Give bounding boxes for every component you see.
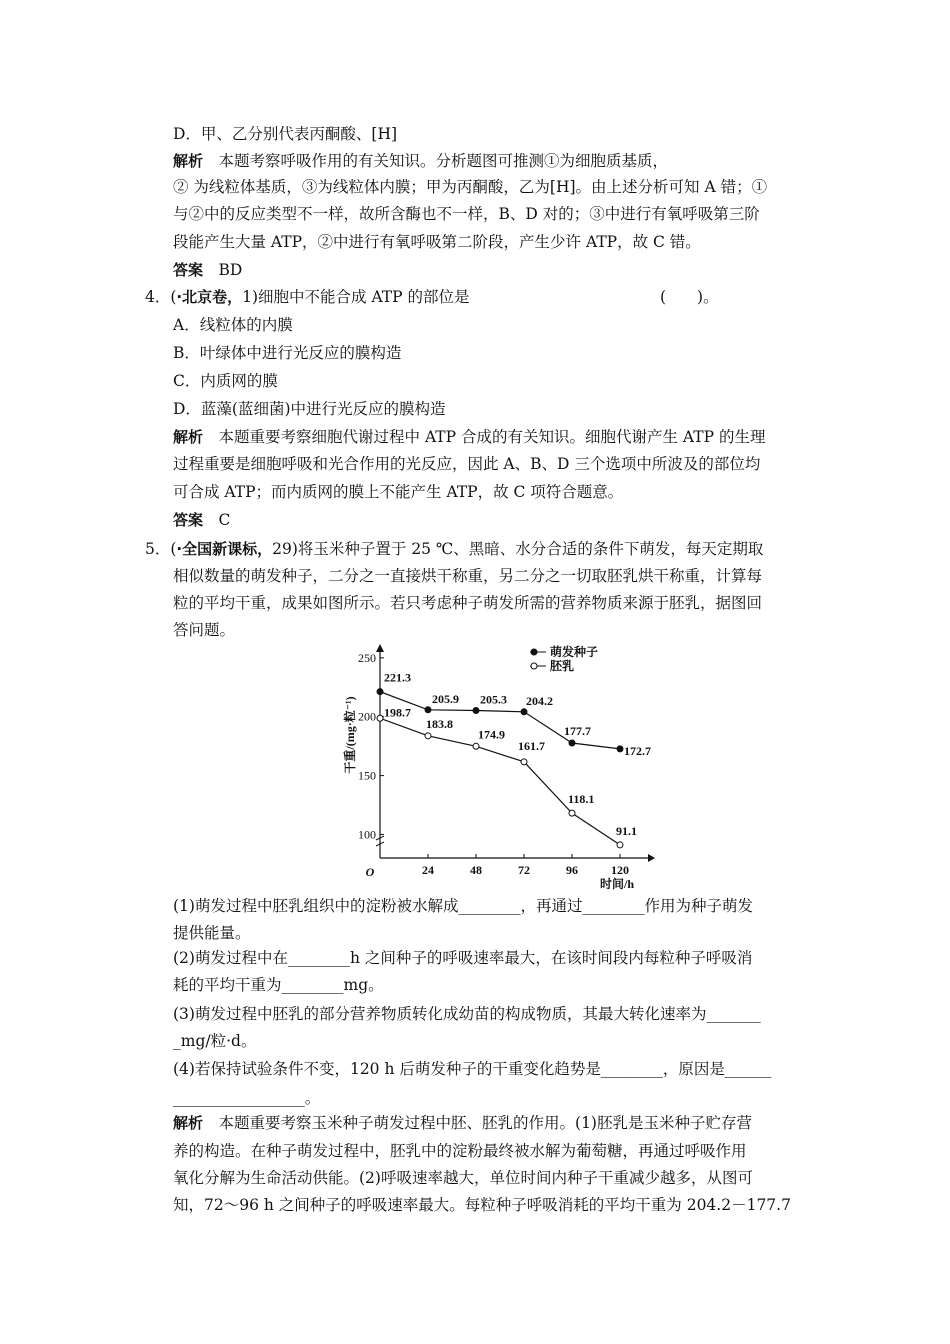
text-line	[145, 287, 470, 307]
question-number: 5．(	[145, 540, 177, 558]
line-text: 过程重要是细胞呼吸和光合作用的光反应，因此 A、B、D 三个选项中所波及的部位均	[173, 455, 761, 473]
text-line	[173, 510, 230, 530]
question-source: ·北京卷，	[176, 288, 243, 306]
line-text: (2)萌发过程中在________h 之间种子的呼吸速率最大，在该时间段内每粒种子呼吸消	[173, 949, 753, 967]
text-line	[173, 975, 384, 995]
line-text: BD	[203, 261, 243, 279]
text-line	[173, 482, 623, 502]
line-text: D．甲、乙分别代表丙酮酸、[H]	[173, 125, 398, 143]
line-text: 本题考察呼吸作用的有关知识。分析题图可推测①为细胞质基质，	[203, 152, 669, 170]
line-text: _________________。	[173, 1089, 321, 1107]
section-label: 答案	[173, 511, 204, 529]
text-line	[173, 593, 762, 613]
line-text: 29)将玉米种子置于 25 ℃、黑暗、水分合适的条件下萌发，每天定期取	[272, 540, 764, 558]
line-text: C	[203, 511, 231, 529]
dry-weight-chart	[340, 640, 660, 890]
y-tick-label: 150	[358, 768, 376, 783]
data-label: 172.7	[624, 743, 651, 758]
x-axis-arrow	[648, 854, 655, 862]
line-text: 提供能量。	[173, 924, 251, 942]
text-line	[173, 948, 752, 968]
data-label: 204.2	[526, 693, 553, 708]
line-text: 耗的平均干重为________mg。	[173, 976, 384, 994]
text-line	[660, 287, 719, 307]
text-line	[173, 151, 668, 171]
text-line	[173, 454, 760, 474]
legend-label: 萌发种子	[550, 645, 599, 659]
data-label: 221.3	[384, 670, 411, 685]
line-text: 答问题。	[173, 621, 236, 639]
line-text: 可合成 ATP；而内质网的膜上不能产生 ATP，故 C 项符合题意。	[173, 483, 624, 501]
x-tick-label: 72	[518, 863, 530, 877]
text-line	[173, 1141, 747, 1161]
text-line	[145, 539, 763, 559]
data-label: 161.7	[518, 738, 545, 753]
data-point	[377, 689, 383, 695]
line-text: B．叶绿体中进行光反应的膜构造	[173, 344, 402, 362]
legend-label: 胚乳	[550, 659, 575, 673]
data-point	[569, 810, 575, 816]
x-tick-label: 120	[611, 863, 629, 877]
text-line	[173, 315, 293, 335]
y-tick-label: 200	[358, 709, 376, 724]
data-label: 198.7	[384, 705, 411, 720]
data-label: 205.3	[480, 692, 507, 707]
text-line	[173, 371, 278, 391]
data-point	[377, 715, 383, 721]
text-line	[173, 177, 767, 197]
line-text: 段能产生大量 ATP，②中进行有氧呼吸第二阶段，产生少许 ATP，故 C 错。	[173, 233, 701, 251]
text-line	[173, 232, 701, 252]
data-label: 205.9	[432, 691, 459, 706]
line-text: (4)若保持试验条件不变，120 h 后萌发种子的干重变化趋势是________，原因是______	[173, 1060, 772, 1078]
y-tick-label: 250	[358, 650, 376, 665]
legend-marker	[531, 649, 537, 655]
y-tick-label: 100	[358, 827, 376, 842]
text-line	[173, 1113, 752, 1133]
data-point	[617, 842, 623, 848]
line-text: 本题重要考察玉米种子萌发过程中胚、胚乳的作用。(1)胚乳是玉米种子贮存营	[203, 1114, 752, 1132]
section-label: 解析	[173, 152, 204, 170]
section-label: 解析	[173, 1114, 204, 1132]
data-label: 91.1	[616, 823, 637, 838]
data-point	[521, 759, 527, 765]
line-text: (3)萌发过程中胚乳的部分营养物质转化成幼苗的构成物质，其最大转化速率为_______	[173, 1005, 761, 1023]
question-number: 4．(	[145, 288, 177, 306]
data-label: 174.9	[478, 727, 505, 742]
y-axis-label: 干重/(mg·粒⁻¹)	[343, 696, 357, 774]
line-text: 氧化分解为生命活动供能。(2)呼吸速率越大，单位时间内种子干重减少越多，从图可	[173, 1169, 753, 1187]
data-point	[425, 733, 431, 739]
line-text: 1)细胞中不能合成 ATP 的部位是	[242, 288, 470, 306]
y-axis-arrow	[376, 644, 384, 652]
x-tick-label: 96	[566, 863, 578, 877]
text-line	[173, 260, 242, 280]
text-line	[173, 620, 235, 640]
text-line	[173, 427, 765, 447]
line-text: ② 为线粒体基质，③为线粒体内膜；甲为丙酮酸，乙为[H]。由上述分析可知 A 错；①	[173, 178, 768, 196]
data-label: 177.7	[564, 723, 591, 738]
question-source: ·全国新课标，	[176, 540, 273, 558]
line-text: D．蓝藻(蓝细菌)中进行光反应的膜构造	[173, 400, 446, 418]
line-text: 知，72～96 h 之间种子的呼吸速率最大。每粒种子呼吸消耗的平均干重为 204.2－177.7	[173, 1196, 791, 1214]
section-label: 解析	[173, 428, 204, 446]
line-text: 与②中的反应类型不一样，故所含酶也不一样，B、D 对的；③中进行有氧呼吸第三阶	[173, 205, 760, 223]
line-text: 粒的平均干重，成果如图所示。若只考虑种子萌发所需的营养物质来源于胚乳，据图回	[173, 594, 763, 612]
x-axis-label: 时间/h	[600, 877, 635, 890]
line-text: A．线粒体的内膜	[173, 316, 293, 334]
data-point	[425, 707, 431, 713]
data-point	[617, 746, 623, 752]
text-line	[173, 923, 251, 943]
text-line	[173, 1088, 320, 1108]
x-tick-label: 24	[422, 863, 434, 877]
line-text: 养的构造。在种子萌发过程中，胚乳中的淀粉最终被水解为葡萄糖，再通过呼吸作用	[173, 1142, 747, 1160]
data-label: 183.8	[426, 716, 453, 731]
text-line	[173, 399, 446, 419]
text-line	[173, 896, 753, 916]
data-label: 118.1	[568, 792, 595, 807]
text-line	[173, 204, 760, 224]
line-text: ( )。	[660, 288, 719, 306]
section-label: 答案	[173, 261, 204, 279]
data-point	[569, 740, 575, 746]
x-tick-label: 48	[470, 863, 482, 877]
text-line	[173, 1031, 256, 1051]
data-point	[473, 708, 479, 714]
line-text: 相似数量的萌发种子，二分之一直接烘干称重，另二分之一切取胚乳烘干称重，计算每	[173, 567, 763, 585]
text-line	[173, 1059, 771, 1079]
line-text: (1)萌发过程中胚乳组织中的淀粉被水解成________，再通过________作用为种子萌发	[173, 897, 753, 915]
line-text: _mg/粒·d。	[173, 1032, 257, 1050]
text-line	[173, 1004, 761, 1024]
text-line	[173, 1195, 791, 1215]
line-text: 本题重要考察细胞代谢过程中 ATP 合成的有关知识。细胞代谢产生 ATP 的生理	[203, 428, 766, 446]
data-point	[473, 743, 479, 749]
origin-label: O	[365, 865, 375, 879]
text-line	[173, 566, 762, 586]
data-point	[521, 709, 527, 715]
legend-marker	[531, 663, 537, 669]
text-line	[173, 343, 401, 363]
text-line	[173, 124, 397, 144]
line-text: C．内质网的膜	[173, 372, 278, 390]
text-line	[173, 1168, 753, 1188]
